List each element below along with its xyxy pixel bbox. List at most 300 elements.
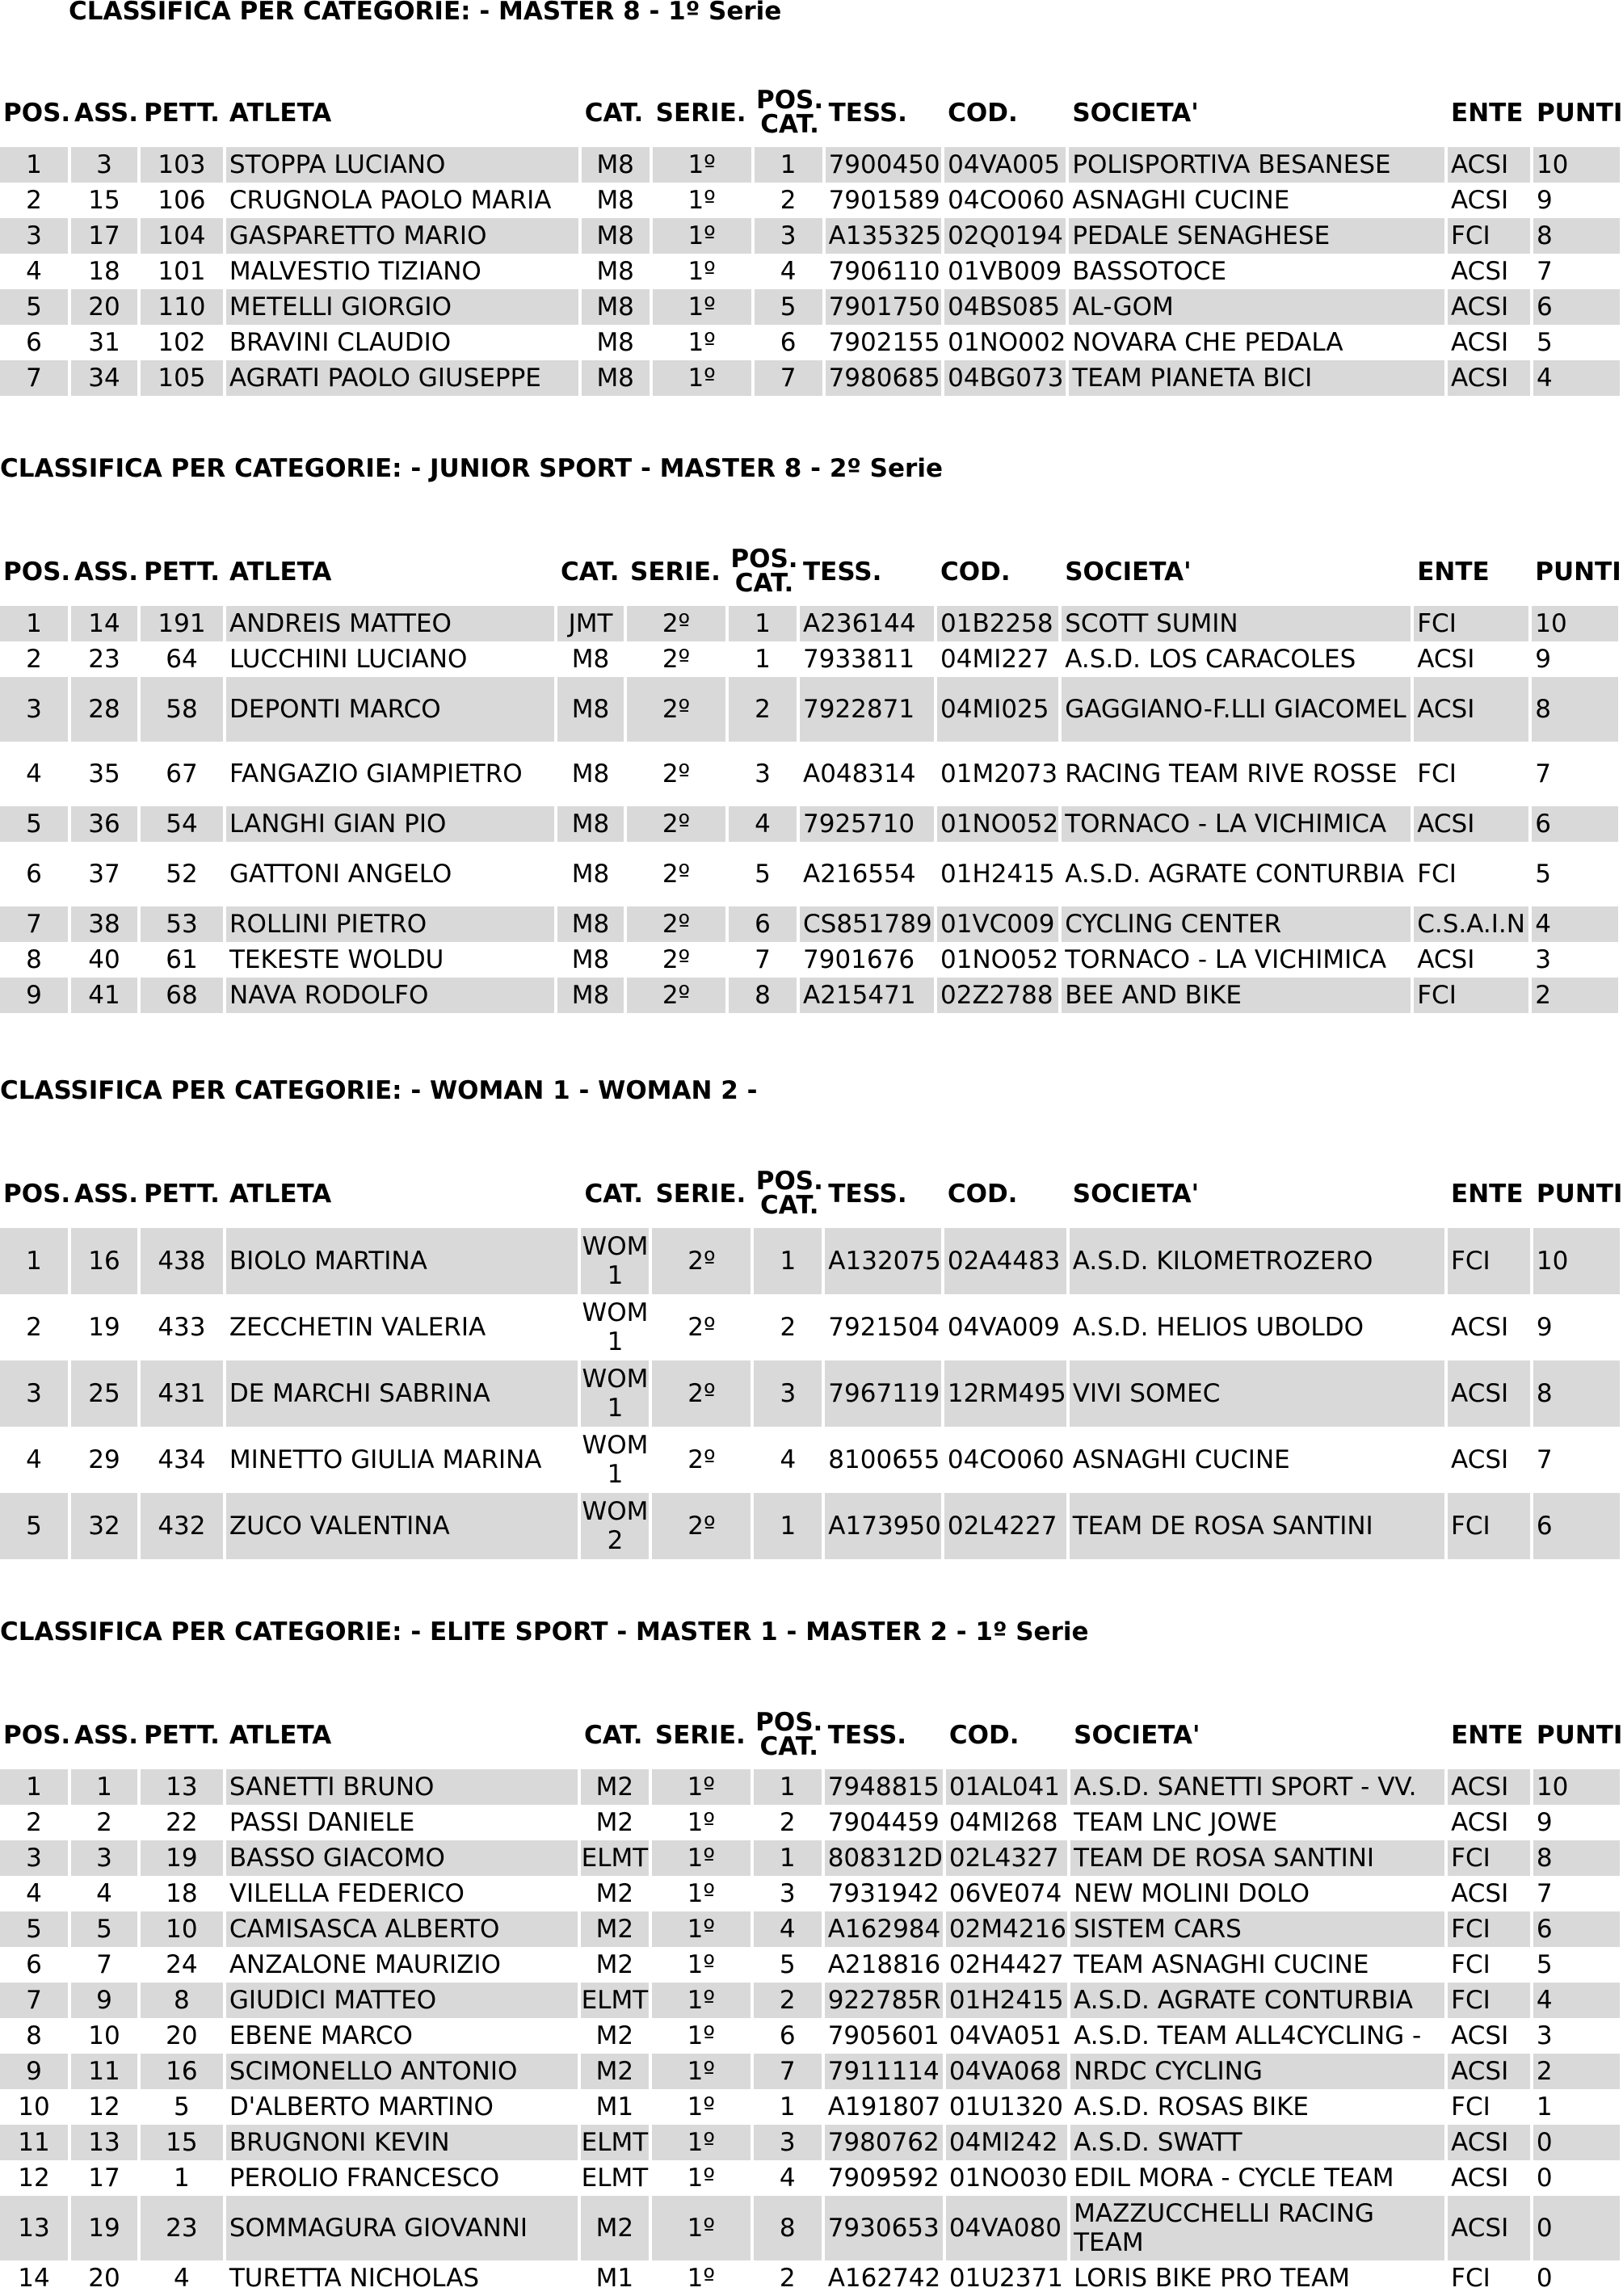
cell-cat: JMT (557, 606, 627, 641)
cell-pos-cat: 4 (754, 2160, 825, 2196)
cell-ass: 19 (71, 1294, 141, 1360)
cell-cod: 01B2258 (937, 606, 1062, 641)
header-tess: TESS. (828, 99, 907, 128)
table-row (0, 2018, 1623, 2054)
cell-atleta: BRUGNONI KEVIN (226, 2125, 581, 2160)
cell-serie: 2º (652, 1493, 754, 1559)
header-pos-cat-line1: POS. (730, 545, 798, 574)
header-ente: ENTE (1417, 557, 1490, 587)
cell-ente: ACSI (1448, 2018, 1533, 2054)
cell-cod: 04CO060 (944, 183, 1069, 218)
cell-atleta: MINETTO GIULIA MARINA (226, 1427, 582, 1493)
cell-serie: 1º (653, 183, 755, 218)
cell-tess: A162984 (825, 1911, 946, 1947)
cell-punti: 4 (1532, 906, 1621, 942)
cell-cat: M2 (581, 1769, 652, 1805)
cell-punti: 6 (1533, 1493, 1623, 1559)
cell-ass: 15 (71, 183, 141, 218)
table-row (0, 183, 1623, 218)
cell-tess: A218816 (825, 1947, 946, 1983)
cell-cod: 04MI025 (937, 677, 1062, 742)
results-table (0, 1160, 1623, 1559)
cell-pos-cat: 1 (755, 147, 826, 183)
section-title: CLASSIFICA PER CATEGORIE: - WOMAN 1 - WOMAN 2 - (0, 1076, 758, 1105)
cell-ass: 37 (71, 842, 141, 906)
cell-atleta: METELLI GIORGIO (226, 289, 582, 325)
cell-cod: 04VA051 (946, 2018, 1070, 2054)
cell-atleta: GIUDICI MATTEO (226, 1983, 581, 2018)
cell-serie: 2º (627, 942, 729, 978)
cell-ente: FCI (1448, 1947, 1533, 1983)
cell-ente: FCI (1448, 1228, 1533, 1294)
cell-pett: 191 (141, 606, 226, 641)
cell-pos: 9 (0, 2054, 71, 2089)
cell-pos-cat: 6 (755, 325, 826, 360)
cell-ente: C.S.A.I.N (1414, 906, 1532, 942)
cell-ente: ACSI (1448, 147, 1533, 183)
cell-tess: 922785R (825, 1983, 946, 2018)
cell-atleta: EBENE MARCO (226, 2018, 581, 2054)
cell-pett: 22 (141, 1805, 226, 1840)
cell-ente: FCI (1414, 606, 1532, 641)
table-row (0, 1769, 1623, 1805)
cell-atleta: ROLLINI PIETRO (226, 906, 557, 942)
cell-pett: 52 (141, 842, 226, 906)
cell-pos-cat: 3 (729, 742, 800, 806)
cell-ass: 16 (71, 1228, 141, 1294)
header-societa: SOCIETA' (1065, 557, 1192, 587)
cell-cat: M8 (582, 325, 653, 360)
cell-ente: FCI (1448, 218, 1533, 254)
cell-cat: M2 (581, 2018, 652, 2054)
cell-societa: ASNAGHI CUCINE (1069, 183, 1448, 218)
cell-pos-cat: 4 (729, 806, 800, 842)
cell-pett: 20 (141, 2018, 226, 2054)
header-pett: PETT. (144, 557, 220, 587)
cell-pos: 7 (0, 906, 71, 942)
cell-pos: 1 (0, 606, 71, 641)
cell-tess: A236144 (800, 606, 937, 641)
cell-pos: 3 (0, 218, 71, 254)
cell-pett: 101 (141, 254, 226, 289)
cell-ente: ACSI (1448, 2125, 1533, 2160)
header-societa: SOCIETA' (1072, 1180, 1200, 1209)
cell-ass: 38 (71, 906, 141, 942)
cell-cod: 02A4483 (944, 1228, 1070, 1294)
cell-ass: 13 (71, 2125, 141, 2160)
cell-societa: A.S.D. HELIOS UBOLDO (1070, 1294, 1448, 1360)
cell-serie: 1º (652, 1983, 754, 2018)
cell-pos-cat: 6 (729, 906, 800, 942)
cell-pett: 1 (141, 2160, 226, 2196)
cell-cod: 01U1320 (946, 2089, 1070, 2125)
cell-atleta: BRAVINI CLAUDIO (226, 325, 582, 360)
cell-tess: 7911114 (825, 2054, 946, 2089)
cell-tess: 7900450 (826, 147, 945, 183)
cell-serie: 2º (627, 677, 729, 742)
cell-ass: 11 (71, 2054, 141, 2089)
cell-pos-cat: 2 (729, 677, 800, 742)
cell-pos: 8 (0, 942, 71, 978)
cell-cod: 02Q0194 (944, 218, 1069, 254)
header-row (0, 1160, 1623, 1228)
table-row (0, 806, 1621, 842)
cell-serie: 1º (653, 218, 755, 254)
cell-serie: 1º (652, 2260, 754, 2296)
cell-pos-cat: 5 (729, 842, 800, 906)
cell-cat: M2 (581, 1911, 652, 1947)
cell-tess: 7906110 (826, 254, 945, 289)
cell-societa: A.S.D. ROSAS BIKE (1070, 2089, 1448, 2125)
cell-serie: 1º (652, 2125, 754, 2160)
cell-punti: 2 (1532, 978, 1621, 1013)
header-serie: SERIE. (630, 557, 721, 587)
cell-ass: 31 (71, 325, 141, 360)
cell-punti: 6 (1533, 289, 1623, 325)
cell-pos: 2 (0, 1805, 71, 1840)
cell-serie: 1º (653, 254, 755, 289)
cell-pett: 15 (141, 2125, 226, 2160)
cell-ente: ACSI (1414, 942, 1532, 978)
cell-pos: 12 (0, 2160, 71, 2196)
cell-pos: 6 (0, 325, 71, 360)
cell-serie: 1º (652, 1947, 754, 1983)
cell-atleta: FANGAZIO GIAMPIETRO (226, 742, 557, 806)
cell-cod: 01NO052 (937, 942, 1062, 978)
cell-cat: M8 (582, 147, 653, 183)
cell-cod: 01NO030 (946, 2160, 1070, 2196)
cell-pett: 64 (141, 641, 226, 677)
cell-serie: 2º (627, 806, 729, 842)
cell-cod: 01AL041 (946, 1769, 1070, 1805)
cell-tess: 7948815 (825, 1769, 946, 1805)
header-serie: SERIE. (655, 99, 746, 128)
cell-cod: 12RM495 (944, 1360, 1070, 1427)
cell-punti: 5 (1533, 1947, 1623, 1983)
header-tess: TESS. (828, 1180, 907, 1209)
cell-cod: 06VE074 (946, 1876, 1070, 1911)
cell-societa: A.S.D. SANETTI SPORT - VV. (1070, 1769, 1448, 1805)
cell-atleta: CRUGNOLA PAOLO MARIA (226, 183, 582, 218)
cell-ass: 10 (71, 2018, 141, 2054)
cell-ass: 1 (71, 1769, 141, 1805)
cell-atleta: PEROLIO FRANCESCO (226, 2160, 581, 2196)
cell-pos: 11 (0, 2125, 71, 2160)
header-ente: ENTE (1451, 1180, 1524, 1209)
cell-punti: 0 (1533, 2196, 1623, 2260)
cell-societa: EDIL MORA - CYCLE TEAM (1070, 2160, 1448, 2196)
cell-atleta: VILELLA FEDERICO (226, 1876, 581, 1911)
cell-punti: 9 (1533, 183, 1623, 218)
cell-pett: 102 (141, 325, 226, 360)
header-pos-cat-line1: POS. (755, 1708, 823, 1737)
cell-tess: A135325 (826, 218, 945, 254)
cell-pett: 431 (141, 1360, 226, 1427)
cell-cat: M2 (581, 1805, 652, 1840)
cell-atleta: NAVA RODOLFO (226, 978, 557, 1013)
cell-pos: 2 (0, 641, 71, 677)
cell-ente: ACSI (1448, 183, 1533, 218)
cell-cat: WOM 1 (581, 1228, 652, 1294)
cell-pos: 10 (0, 2089, 71, 2125)
header-pos: POS. (3, 1721, 71, 1750)
cell-societa: NRDC CYCLING (1070, 2054, 1448, 2089)
cell-ente: FCI (1448, 2089, 1533, 2125)
cell-punti: 9 (1533, 1805, 1623, 1840)
table-row (0, 254, 1623, 289)
cell-pos: 6 (0, 842, 71, 906)
cell-ass: 36 (71, 806, 141, 842)
cell-serie: 2º (652, 1228, 754, 1294)
cell-cod: 02L4327 (946, 1840, 1070, 1876)
cell-pos-cat: 4 (754, 1911, 825, 1947)
cell-ass: 20 (71, 289, 141, 325)
header-atleta: ATLETA (229, 99, 332, 128)
cell-pos-cat: 4 (755, 254, 826, 289)
cell-atleta: D'ALBERTO MARTINO (226, 2089, 581, 2125)
cell-ass: 23 (71, 641, 141, 677)
table-row (0, 1911, 1623, 1947)
cell-cat: M8 (557, 641, 627, 677)
header-cat: CAT. (561, 557, 620, 587)
cell-cat: M8 (582, 218, 653, 254)
cell-cat: ELMT (581, 2125, 652, 2160)
cell-pett: 103 (141, 147, 226, 183)
cell-ass: 18 (71, 254, 141, 289)
cell-pos-cat: 3 (754, 1360, 825, 1427)
cell-cat: ELMT (581, 2160, 652, 2196)
cell-punti: 5 (1533, 325, 1623, 360)
cell-pos: 2 (0, 183, 71, 218)
cell-ente: ACSI (1448, 360, 1533, 396)
header-punti: PUNTI (1536, 1180, 1623, 1209)
cell-pos: 4 (0, 254, 71, 289)
cell-tess: 7967119 (825, 1360, 944, 1427)
header-pett: PETT. (143, 1721, 220, 1750)
cell-pos: 7 (0, 1983, 71, 2018)
cell-pos: 3 (0, 1360, 71, 1427)
cell-atleta: GASPARETTO MARIO (226, 218, 582, 254)
cell-serie: 1º (652, 2089, 754, 2125)
cell-ente: ACSI (1448, 2160, 1533, 2196)
cell-ente: ACSI (1448, 1294, 1533, 1360)
cell-atleta: BIOLO MARTINA (226, 1228, 582, 1294)
cell-cod: 04BG073 (944, 360, 1069, 396)
cell-societa: A.S.D. KILOMETROZERO (1070, 1228, 1448, 1294)
cell-societa: TORNACO - LA VICHIMICA (1062, 942, 1414, 978)
cell-societa: NEW MOLINI DOLO (1070, 1876, 1448, 1911)
cell-tess: A162742 (825, 2260, 946, 2296)
cell-pett: 61 (141, 942, 226, 978)
cell-ass: 29 (71, 1427, 141, 1493)
cell-serie: 1º (652, 2160, 754, 2196)
cell-cat: M2 (581, 2054, 652, 2089)
cell-pett: 438 (141, 1228, 226, 1294)
cell-tess: A173950 (825, 1493, 944, 1559)
cell-cat: ELMT (581, 1840, 652, 1876)
cell-ente: ACSI (1448, 1427, 1533, 1493)
cell-atleta: PASSI DANIELE (226, 1805, 581, 1840)
cell-cod: 01NO002 (944, 325, 1069, 360)
header-serie: SERIE. (654, 1721, 746, 1750)
header-ente: ENTE (1451, 1721, 1524, 1750)
cell-societa: TEAM DE ROSA SANTINI (1070, 1493, 1448, 1559)
cell-atleta: AGRATI PAOLO GIUSEPPE (226, 360, 582, 396)
cell-pos-cat: 2 (754, 1294, 825, 1360)
cell-punti: 7 (1533, 1876, 1623, 1911)
cell-ente: ACSI (1448, 1805, 1533, 1840)
table-row (0, 360, 1623, 396)
cell-punti: 8 (1532, 677, 1621, 742)
cell-societa: A.S.D. LOS CARACOLES (1062, 641, 1414, 677)
cell-punti: 8 (1533, 1360, 1623, 1427)
header-cod: COD. (948, 1721, 1020, 1750)
cell-societa: GAGGIANO-F.LLI GIACOMEL (1062, 677, 1414, 742)
cell-punti: 9 (1532, 641, 1621, 677)
cell-punti: 2 (1533, 2054, 1623, 2089)
cell-cat: M8 (582, 289, 653, 325)
cell-tess: 7925710 (800, 806, 937, 842)
cell-pos: 6 (0, 1947, 71, 1983)
header-pett: PETT. (143, 1180, 220, 1209)
header-row (0, 79, 1623, 147)
header-atleta: ATLETA (229, 557, 332, 587)
cell-pett: 105 (141, 360, 226, 396)
cell-tess: 7905601 (825, 2018, 946, 2054)
results-table (0, 538, 1621, 1013)
cell-punti: 0 (1533, 2160, 1623, 2196)
cell-serie: 1º (653, 325, 755, 360)
cell-ass: 3 (71, 147, 141, 183)
cell-tess: 7980762 (825, 2125, 946, 2160)
cell-atleta: LANGHI GIAN PIO (226, 806, 557, 842)
cell-societa: BEE AND BIKE (1062, 978, 1414, 1013)
cell-pett: 434 (141, 1427, 226, 1493)
section-title: CLASSIFICA PER CATEGORIE: - MASTER 8 - 1º Serie (69, 0, 782, 26)
results-table (0, 79, 1623, 396)
cell-ente: ACSI (1448, 1876, 1533, 1911)
cell-serie: 1º (652, 1840, 754, 1876)
cell-ente: ACSI (1414, 806, 1532, 842)
cell-tess: 7901589 (826, 183, 945, 218)
cell-cat: M1 (581, 2260, 652, 2296)
cell-pett: 5 (141, 2089, 226, 2125)
cell-societa: PEDALE SENAGHESE (1069, 218, 1448, 254)
header-row (0, 1701, 1623, 1769)
cell-pett: 13 (141, 1769, 226, 1805)
cell-pos-cat: 1 (754, 1228, 825, 1294)
cell-ente: FCI (1414, 742, 1532, 806)
cell-tess: 7902155 (826, 325, 945, 360)
header-atleta: ATLETA (229, 1721, 332, 1750)
cell-cat: M8 (582, 254, 653, 289)
cell-atleta: STOPPA LUCIANO (226, 147, 582, 183)
cell-pos-cat: 1 (754, 1769, 825, 1805)
header-cat: CAT. (584, 99, 644, 128)
cell-cod: 02Z2788 (937, 978, 1062, 1013)
cell-atleta: BASSO GIACOMO (226, 1840, 581, 1876)
cell-societa: A.S.D. TEAM ALL4CYCLING - (1070, 2018, 1448, 2054)
cell-serie: 1º (653, 147, 755, 183)
cell-pos-cat: 7 (755, 360, 826, 396)
table-row (0, 1427, 1623, 1493)
cell-pos-cat: 4 (754, 1427, 825, 1493)
header-ass: ASS. (74, 99, 139, 128)
cell-pos-cat: 1 (729, 606, 800, 641)
cell-tess: A191807 (825, 2089, 946, 2125)
header-pett: PETT. (143, 99, 220, 128)
cell-cat: M2 (581, 2196, 652, 2260)
header-atleta: ATLETA (229, 1180, 332, 1209)
cell-pos: 9 (0, 978, 71, 1013)
cell-tess: 7980685 (826, 360, 945, 396)
header-tess: TESS. (827, 1721, 907, 1750)
cell-ass: 5 (71, 1911, 141, 1947)
header-punti: PUNTI (1536, 1721, 1623, 1750)
cell-serie: 2º (652, 1427, 754, 1493)
table-row (0, 1805, 1623, 1840)
cell-cod: 04VA068 (946, 2054, 1070, 2089)
cell-punti: 3 (1532, 942, 1621, 978)
cell-ente: ACSI (1448, 2196, 1533, 2260)
cell-pett: 54 (141, 806, 226, 842)
cell-pos: 14 (0, 2260, 71, 2296)
cell-punti: 5 (1532, 842, 1621, 906)
table-row (0, 147, 1623, 183)
cell-pos-cat: 2 (754, 1983, 825, 2018)
cell-pos-cat: 5 (754, 1947, 825, 1983)
cell-cod: 04VA080 (946, 2196, 1070, 2260)
cell-cod: 01H2415 (946, 1983, 1070, 2018)
cell-cat: WOM 1 (581, 1360, 652, 1427)
cell-atleta: ZUCO VALENTINA (226, 1493, 582, 1559)
cell-cod: 01U2371 (946, 2260, 1070, 2296)
results-table (0, 1701, 1623, 2296)
cell-pos-cat: 8 (754, 2196, 825, 2260)
header-pos: POS. (3, 1180, 71, 1209)
cell-pett: 8 (141, 1983, 226, 2018)
table-row (0, 1228, 1623, 1294)
cell-punti: 7 (1533, 254, 1623, 289)
cell-serie: 1º (653, 289, 755, 325)
cell-pos-cat: 2 (754, 2260, 825, 2296)
cell-pos-cat: 3 (754, 1876, 825, 1911)
table-row (0, 1947, 1623, 1983)
header-pos-cat (729, 538, 800, 606)
cell-serie: 2º (652, 1360, 754, 1427)
cell-pett: 23 (141, 2196, 226, 2260)
cell-pos-cat: 3 (754, 2125, 825, 2160)
table-row (0, 677, 1621, 742)
cell-pett: 106 (141, 183, 226, 218)
header-serie: SERIE. (655, 1180, 746, 1209)
cell-ass: 12 (71, 2089, 141, 2125)
cell-societa: TEAM PIANETA BICI (1069, 360, 1448, 396)
cell-ass: 34 (71, 360, 141, 396)
table-row (0, 2054, 1623, 2089)
cell-cod: 02H4427 (946, 1947, 1070, 1983)
cell-cat: WOM 1 (581, 1427, 652, 1493)
header-tess: TESS. (803, 557, 882, 587)
cell-cod: 02L4227 (944, 1493, 1070, 1559)
cell-tess: A048314 (800, 742, 937, 806)
cell-tess: A132075 (825, 1228, 944, 1294)
table-row (0, 2089, 1623, 2125)
cell-atleta: ANZALONE MAURIZIO (226, 1947, 581, 1983)
table-row (0, 606, 1621, 641)
table-row (0, 1983, 1623, 2018)
table-row (0, 2125, 1623, 2160)
